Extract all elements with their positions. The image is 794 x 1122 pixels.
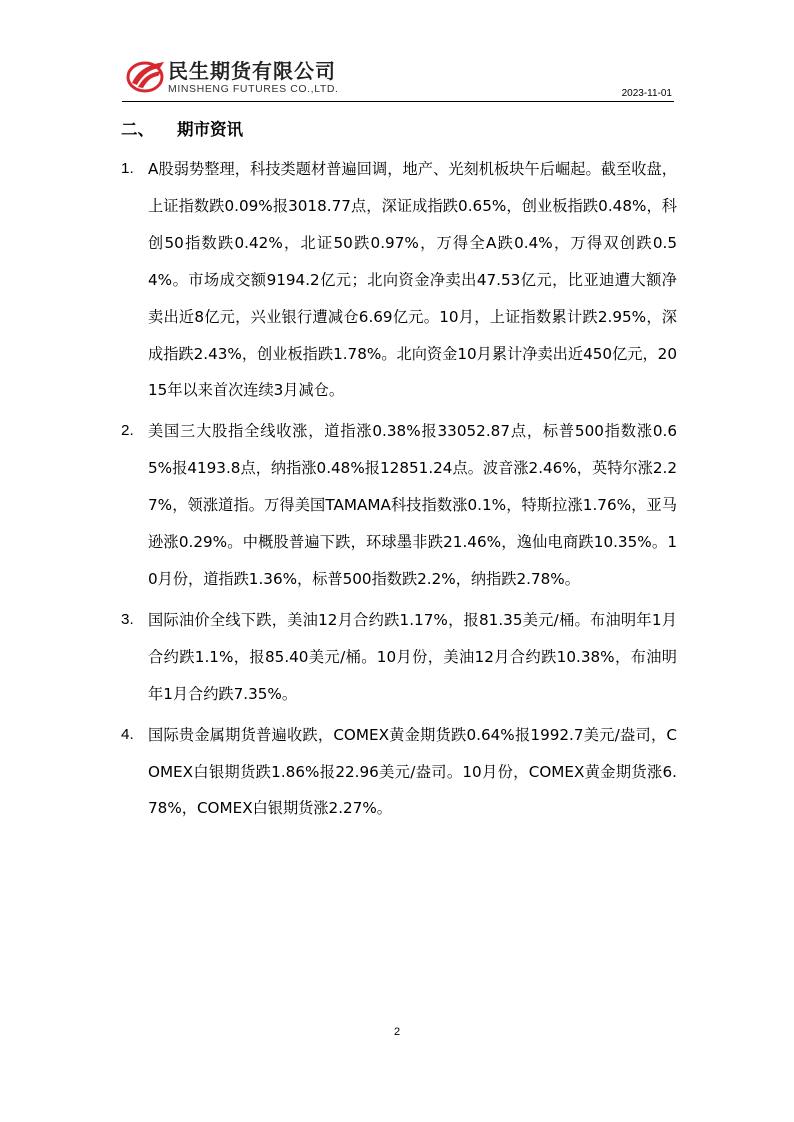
news-item-index: 1. (121, 160, 134, 177)
news-item-index: 2. (121, 422, 134, 440)
news-item-index: 3. (121, 610, 134, 628)
news-item (121, 717, 677, 828)
brand-name-chinese: 民生期货有限公司 (168, 59, 336, 83)
section-title: 期市资讯 (177, 120, 243, 139)
news-item-text: A股弱势整理，科技类题材普遍回调，地产、光刻机板块午后崛起。截至收盘，上证指数跌0.09%报3018.77点，深证成指跌0.65%，创业板指跌0.48%，科创50指数跌0.42%，北证50跌0.97%，万得全A跌0.4%，万得双创跌0.54%。市场成交额9194.2亿元；北向资金净卖出47.53亿元，比亚迪遭大额净卖出近8亿元，兴业银行遭减仓6.69亿元。10月，上证指数累计跌2.95%，深成指跌2.43%，创业板指跌1.78%。北向资金10月累计净卖出近450亿元，2015年以来首次连续3月减仓。 (148, 160, 677, 400)
brand-name-english: MINSHENG FUTURES CO.,LTD. (168, 83, 339, 95)
news-item-text: 国际油价全线下跌，美油12月合约跌1.17%，报81.35美元/桶。布油明年1月合约跌1.1%，报85.40美元/桶。10月份，美油12月合约跌10.38%，布油明年1月合约跌7.35%。 (148, 610, 677, 703)
section-heading (121, 116, 243, 140)
report-date: 2023-11-01 (621, 88, 672, 99)
section-number: 二、 (121, 120, 154, 139)
header-divider (122, 101, 674, 102)
news-list (121, 151, 677, 827)
news-item (121, 602, 677, 713)
news-item (121, 413, 677, 598)
news-item-index: 4. (121, 725, 134, 743)
page-header (122, 52, 674, 102)
news-item (121, 151, 677, 409)
page-number: 2 (393, 1026, 401, 1038)
news-item-text: 国际贵金属期货普遍收跌，COMEX黄金期货跌0.64%报1992.7美元/盎司，COMEX白银期货跌1.86%报22.96美元/盎司。10月份，COMEX黄金期货涨6.78%，COMEX白银期货涨2.27%。 (148, 725, 677, 818)
minsheng-logo-icon (126, 58, 166, 94)
news-item-text: 美国三大股指全线收涨，道指涨0.38%报33052.87点，标普500指数涨0.65%报4193.8点，纳指涨0.48%报12851.24点。波音涨2.46%，英特尔涨2.27%，领涨道指。万得美国TAMAMA科技指数涨0.1%，特斯拉涨1.76%，亚马逊涨0.29%。中概股普遍下跌，环球墨非跌21.46%，逸仙电商跌10.35%。10月份，道指跌1.36%，标普500指数跌2.2%，纳指跌2.78%。 (148, 422, 677, 588)
